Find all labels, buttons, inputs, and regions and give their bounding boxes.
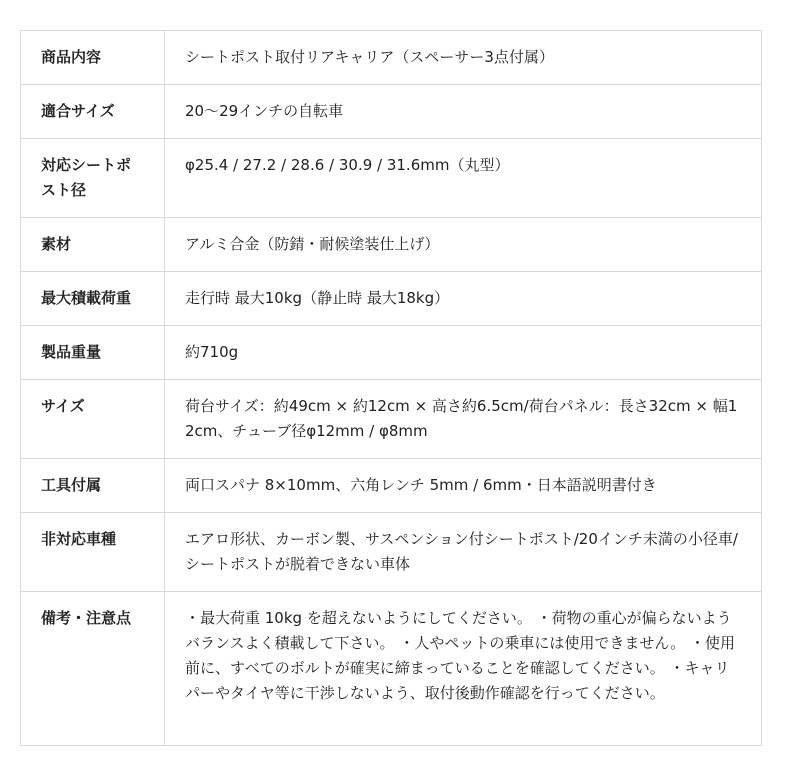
spec-value: 荷台サイズ：約49cm × 約12cm × 高さ約6.5cm/荷台パネル：長さ32cm × 幅12cm、チューブ径φ12mm / φ8mm bbox=[165, 380, 762, 459]
spec-row-tools-included bbox=[21, 459, 762, 513]
spec-label: 最大積載荷重 bbox=[21, 272, 165, 326]
spec-label: 非対応車種 bbox=[21, 513, 165, 592]
spec-value: 20〜29インチの自転車 bbox=[165, 85, 762, 139]
spec-row-dimensions bbox=[21, 380, 762, 459]
spec-row-product-weight bbox=[21, 326, 762, 380]
spec-value: 両口スパナ 8×10mm、六角レンチ 5mm / 6mm・日本語説明書付き bbox=[165, 459, 762, 513]
spec-row-seatpost-diameter bbox=[21, 139, 762, 218]
spec-value: ・最大荷重 10kg を超えないようにしてください。 ・荷物の重心が偏らないようバランスよく積載して下さい。 ・人やペットの乗車には使用できません。 ・使用前に、すべてのボルトが確実に締まっていることを確認してください。 ・キャリパーやタイヤ等に干渉しないよう、取付後動作確認を行ってください。 bbox=[165, 592, 762, 746]
spec-table bbox=[20, 30, 762, 746]
spec-value: 約710g bbox=[165, 326, 762, 380]
spec-row-max-load bbox=[21, 272, 762, 326]
spec-value: アルミ合金（防錆・耐候塗装仕上げ） bbox=[165, 218, 762, 272]
spec-label: 適合サイズ bbox=[21, 85, 165, 139]
spec-label: 工具付属 bbox=[21, 459, 165, 513]
spec-value: シートポスト取付リアキャリア（スペーサー3点付属） bbox=[165, 31, 762, 85]
spec-row-material bbox=[21, 218, 762, 272]
spec-label: 素材 bbox=[21, 218, 165, 272]
spec-row-notes bbox=[21, 592, 762, 746]
spec-row-compatible-size bbox=[21, 85, 762, 139]
spec-row-incompatible-models bbox=[21, 513, 762, 592]
spec-label: 備考・注意点 bbox=[21, 592, 165, 746]
spec-label: 対応シートポスト径 bbox=[21, 139, 165, 218]
spec-label: 商品内容 bbox=[21, 31, 165, 85]
spec-value: 走行時 最大10kg（静止時 最大18kg） bbox=[165, 272, 762, 326]
spec-value: エアロ形状、カーボン製、サスペンション付シートポスト/20インチ未満の小径車/シートポストが脱着できない車体 bbox=[165, 513, 762, 592]
spec-label: サイズ bbox=[21, 380, 165, 459]
spec-value: φ25.4 / 27.2 / 28.6 / 30.9 / 31.6mm（丸型） bbox=[165, 139, 762, 218]
spec-label: 製品重量 bbox=[21, 326, 165, 380]
spec-row-contents bbox=[21, 31, 762, 85]
